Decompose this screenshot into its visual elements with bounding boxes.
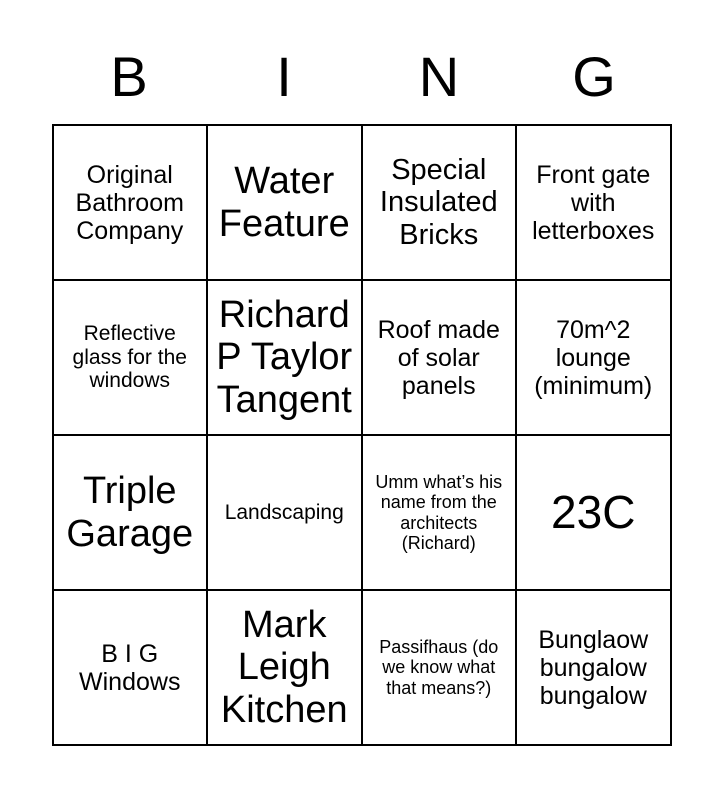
- table-row: [53, 125, 671, 280]
- bingo-cell-label: Reflective glass for the windows: [72, 322, 187, 393]
- bingo-cell-label: 23C: [551, 485, 636, 538]
- table-row: [53, 590, 671, 745]
- bingo-cell[interactable]: [516, 125, 671, 280]
- bingo-cell[interactable]: [53, 280, 208, 435]
- header-letter-n: N: [418, 45, 460, 108]
- header-letter-i: I: [276, 45, 292, 108]
- bingo-cell-label: Landscaping: [224, 500, 344, 524]
- bingo-cell[interactable]: [207, 590, 362, 745]
- bingo-cell[interactable]: [207, 435, 362, 590]
- bingo-cell[interactable]: [516, 280, 671, 435]
- bingo-cell[interactable]: [516, 435, 671, 590]
- bingo-cell[interactable]: [53, 435, 208, 590]
- bingo-cell[interactable]: [362, 125, 517, 280]
- bingo-cell-label: Roof made of solar panels: [377, 315, 500, 400]
- bingo-cell[interactable]: [362, 280, 517, 435]
- bingo-cell[interactable]: [207, 280, 362, 435]
- bingo-grid: [52, 124, 672, 746]
- bingo-cell[interactable]: [362, 590, 517, 745]
- bingo-cell-label: Richard P Taylor Tangent: [216, 293, 353, 421]
- bingo-cell[interactable]: [516, 590, 671, 745]
- bingo-cell-label: Special Insulated Bricks: [379, 153, 498, 251]
- header-letter-b: B: [110, 45, 148, 108]
- table-row: [53, 435, 671, 590]
- bingo-header: [52, 0, 672, 108]
- bingo-cell-label: Water Feature: [218, 159, 350, 245]
- bingo-cell-label: Triple Garage: [66, 469, 194, 555]
- table-row: [53, 280, 671, 435]
- bingo-cell-label: 70m^2 lounge (minimum): [534, 315, 653, 400]
- bingo-cell-label: B I G Windows: [79, 639, 181, 696]
- bingo-cell-label: Front gate with letterboxes: [532, 160, 655, 245]
- header-letter-g: G: [572, 45, 616, 108]
- bingo-cell-label: Umm what’s his name from the architects (Richard): [375, 472, 503, 553]
- bingo-cell-label: Original Bathroom Company: [75, 160, 184, 245]
- bingo-cell[interactable]: [53, 125, 208, 280]
- bingo-cell-label: Bunglaow bungalow bungalow: [538, 625, 649, 710]
- bingo-cell[interactable]: [53, 590, 208, 745]
- bingo-cell[interactable]: [362, 435, 517, 590]
- bingo-cell[interactable]: [207, 125, 362, 280]
- bingo-cell-label: Passifhaus (do we know what that means?): [379, 637, 499, 698]
- bingo-cell-label: Mark Leigh Kitchen: [220, 603, 348, 731]
